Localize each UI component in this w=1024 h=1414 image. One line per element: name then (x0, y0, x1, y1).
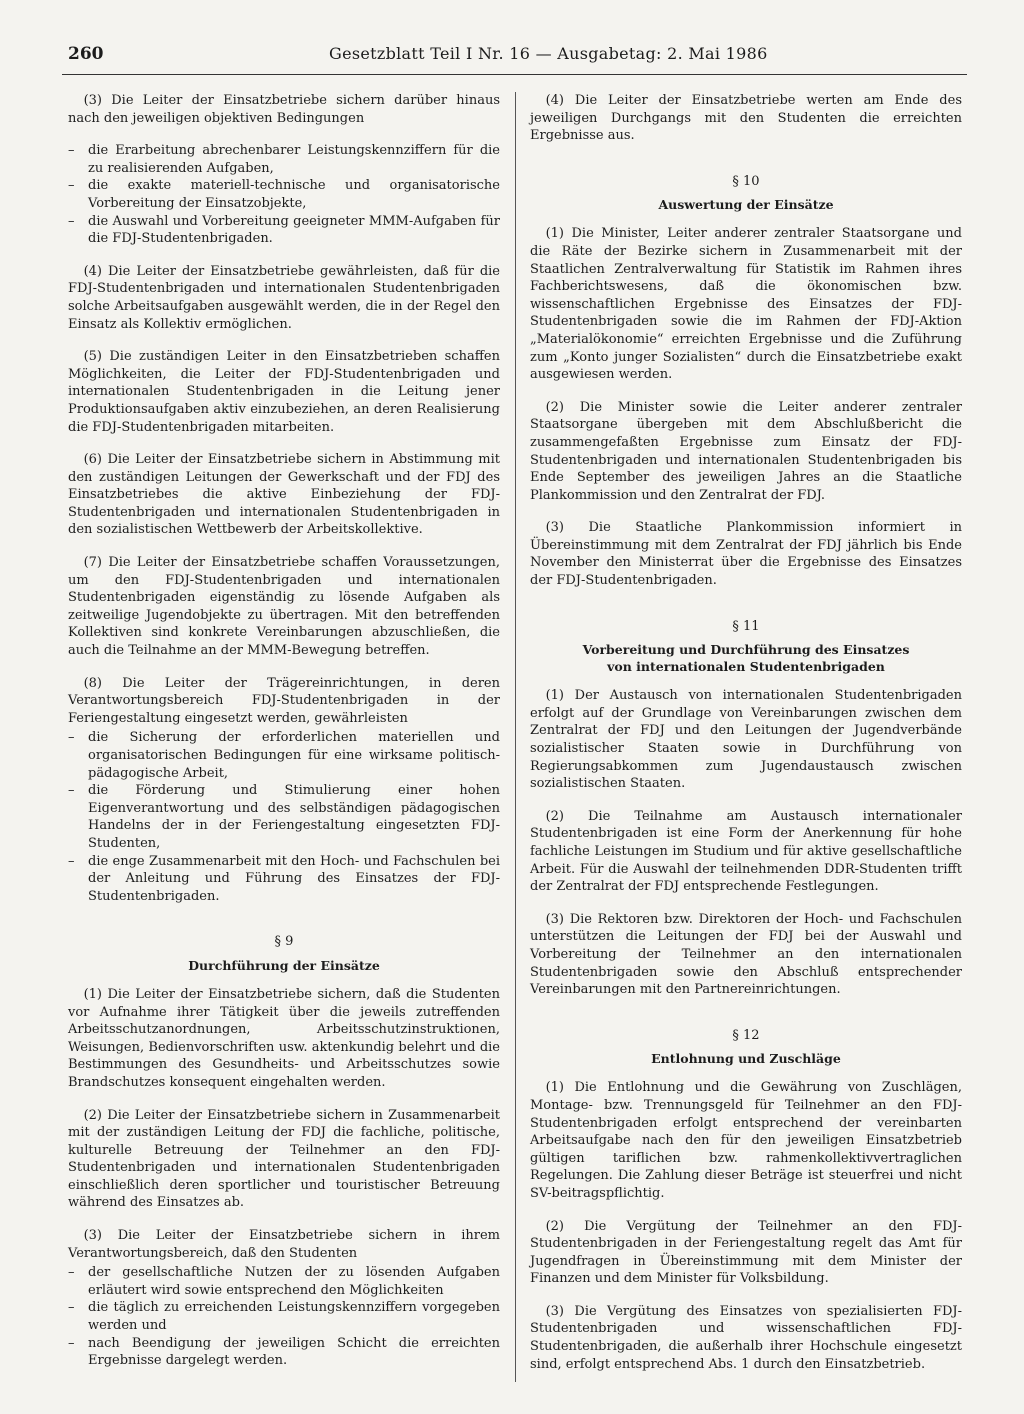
list-item: – die enge Zusammenarbeit mit den Hoch- und Fachschulen bei der Anleitung und Führung des Einsatzes der FDJ-Studentenbrigaden. (68, 853, 500, 906)
section-9-number: § 9 (274, 934, 294, 950)
paragraph-8-3-intro: (3) Die Leiter der Einsatzbetriebe sichern darüber hinaus nach den jeweiligen objektiven Bedingungen (68, 93, 500, 126)
section-11-title-line-2: von internationalen Studentenbrigaden (607, 659, 885, 675)
paragraph-11-1: (1) Der Austausch von internationalen Studentenbrigaden erfolgt auf der Grundlage von Vereinbarungen zwischen dem Zentralrat der FDJ und den Leitungen der Jugendverbände sozialistischer Staaten sowie in Durchführung von Regierungsabkommen zum Jugendaustausch zwischen sozialistischen Staaten. (530, 688, 962, 792)
page-number: 260 (68, 44, 104, 64)
section-12-title: Entlohnung und Zuschläge (651, 1051, 841, 1067)
paragraph-9-1: (1) Die Leiter der Einsatzbetriebe sichern, daß die Studenten vor Aufnahme ihrer Tätigkeit über die jeweils zutreffenden Arbeitsschutzanordnungen, Arbeitsschutzinstruktionen, Weisungen, Bedienvorschriften usw. aktenkundig belehrt und die Bestimmungen des Gesundheits- und Arbeitsschutzes sowie Brandschutzes konsequent eingehalten werden. (68, 986, 500, 1090)
paragraph-11-3: (3) Die Rektoren bzw. Direktoren der Hoch- und Fachschulen unterstützen die Leitungen der FDJ bei der Auswahl und Vorbereitung der Teilnehmer an den internationalen Studentenbrigaden sowie den Abschluß entsprechender Vereinbarungen mit den Partnereinrichtungen. (530, 911, 962, 998)
list-item: – die exakte materiell-technische und organisatorische Vorbereitung der Einsatzobjekte, (68, 177, 500, 212)
section-11-number: § 11 (732, 618, 760, 634)
running-head: Gesetzblatt Teil I Nr. 16 — Ausgabetag: 2. Mai 1986 (329, 44, 768, 63)
list-item: – die Förderung und Stimulierung einer hohen Eigenverantwortung und des selbständigen pädagogischen Handelns der in der Feriengestaltung eingesetzten FDJ-Studenten, (68, 782, 500, 852)
paragraph-8-6: (6) Die Leiter der Einsatzbetriebe sichern in Abstimmung mit den zuständigen Leitungen der Gewerkschaft und der FDJ des Einsatzbetriebes die aktive Einbeziehung der FDJ-Studentenbrigaden und internationalen Studentenbrigaden in den sozialistischen Wettbewerb der Arbeitskollektive. (68, 452, 500, 538)
paragraph-10-1: (1) Die Minister, Leiter anderer zentraler Staatsorgane und die Räte der Bezirke sichern in Zusammenarbeit mit der Staatlichen Zentralverwaltung für Statistik im Rahmen ihres Fachberichtswesens, daß die ökonomischen bzw. wissenschaftlichen Ergebnisse des Einsatzes der FDJ-Studentenbrigaden sowie die im Rahmen der FDJ-Aktion „Materialökonomie“ erreichten Ergebnisse und die Zuführung zum „Konto junger Sozialisten“ durch die Einsatzbetriebe exakt ausgewiesen werden. (530, 226, 962, 383)
list-item: – die Auswahl und Vorbereitung geeigneter MMM-Aufgaben für die FDJ-Studentenbrigaden. (68, 213, 500, 248)
section-9-title: Durchführung der Einsätze (188, 957, 380, 973)
paragraph-12-1: (1) Die Entlohnung und die Gewährung von Zuschlägen, Montage- bzw. Trennungsgeld für Teilnehmer an den FDJ-Studentenbrigaden erfolgt entsprechend der vereinbarten Arbeitsaufgabe nach den für den jeweiligen Einsatzbetrieb gültigen tariflichen bzw. rahmenkollektivvertraglichen Regelungen. Die Zahlung dieser Beträge ist steuerfrei und nicht SV-beitragspflichtig. (530, 1080, 962, 1201)
section-12-number: § 12 (732, 1027, 760, 1043)
column-divider (515, 92, 516, 1382)
paragraph-9-4: (4) Die Leiter der Einsatzbetriebe werten am Ende des jeweiligen Durchgangs mit den Studenten die erreichten Ergebnisse aus. (530, 93, 962, 144)
list-item: – nach Beendigung der jeweiligen Schicht die erreichten Ergebnisse dargelegt werden. (68, 1335, 500, 1370)
paragraph-8-8-intro: (8) Die Leiter der Trägereinrichtungen, in deren Verantwortungsbereich FDJ-Studentenbrigaden in der Feriengestaltung eingesetzt werden, gewährleisten (68, 675, 500, 726)
paragraph-10-2: (2) Die Minister sowie die Leiter anderer zentraler Staatsorgane übergeben mit dem Abschlußbericht die zusammengefaßten Ergebnisse zum Einsatz der FDJ-Studentenbrigaden und internationalen Studentenbrigaden bis Ende September des jeweiligen Jahres an die Staatliche Plankommission und den Zentralrat der FDJ. (530, 399, 962, 503)
paragraph-8-5: (5) Die zuständigen Leiter in den Einsatzbetrieben schaffen Möglichkeiten, die Leiter der FDJ-Studentenbrigaden und internationalen Studentenbrigaden in die Leitung jener Produktionsaufgaben aktiv einzubeziehen, an deren Realisierung die FDJ-Studentenbrigaden mitarbeiten. (68, 349, 500, 435)
paragraph-12-3: (3) Die Vergütung des Einsatzes von spezialisierten FDJ-Studentenbrigaden und wissenschaftlichen FDJ-Studentenbrigaden, die außerhalb ihrer Hochschule eingesetzt sind, erfolgt entsprechend Abs. 1 durch den Einsatzbetrieb. (530, 1303, 962, 1372)
paragraph-9-2: (2) Die Leiter der Einsatzbetriebe sichern in Zusammenarbeit mit der zuständigen Leitung der FDJ die fachliche, politische, kulturelle Betreuung der Teilnehmer an den FDJ-Studentenbrigaden und internationalen Studentenbrigaden einschließlich deren sportlicher und touristischer Betreuung während des Einsatzes ab. (68, 1107, 500, 1211)
paragraph-8-4: (4) Die Leiter der Einsatzbetriebe gewährleisten, daß für die FDJ-Studentenbrigaden und internationalen Studentenbrigaden solche Arbeitsaufgaben ausgewählt werden, die in der Regel den Einsatz als Kollektiv ermöglichen. (68, 263, 500, 332)
paragraph-12-2: (2) Die Vergütung der Teilnehmer an den FDJ-Studentenbrigaden in der Feriengestaltung regelt das Amt für Jugendfragen in Übereinstimmung mit dem Minister der Finanzen und dem Minister für Volksbildung. (530, 1218, 962, 1287)
document-page (62, 34, 972, 1394)
list-9-3 (68, 1264, 500, 1370)
list-item: – der gesellschaftliche Nutzen der zu lösenden Aufgaben erläutert wird sowie entsprechend den Möglichkeiten (68, 1264, 500, 1299)
page-header (62, 34, 972, 70)
list-item: – die täglich zu erreichenden Leistungskennziffern vorgegeben werden und (68, 1299, 500, 1334)
list-item: – die Erarbeitung abrechenbarer Leistungskennziffern für die zu realisierenden Aufgaben, (68, 142, 500, 177)
section-11-title (530, 641, 962, 675)
list-8-8 (68, 729, 500, 905)
section-10-title: Auswertung der Einsätze (658, 197, 834, 213)
section-10-number: § 10 (732, 173, 760, 189)
paragraph-11-2: (2) Die Teilnahme am Austausch internationaler Studentenbrigaden ist eine Form der Anerkennung für hohe fachliche Leistungen im Studium und für aktive gesellschaftliche Arbeit. Für die Auswahl der teilnehmenden DDR-Studenten trifft der Zentralrat der FDJ entsprechende Festlegungen. (530, 808, 962, 895)
left-column (68, 92, 500, 1385)
right-column (530, 92, 962, 1388)
list-item: – die Sicherung der erforderlichen materiellen und organisatorischen Bedingungen für eine wirksame politisch-pädagogische Arbeit, (68, 729, 500, 782)
list-8-3 (68, 142, 500, 248)
paragraph-8-7: (7) Die Leiter der Einsatzbetriebe schaffen Voraussetzungen, um den FDJ-Studentenbrigaden und internationalen Studentenbrigaden eigenständig zu lösende Aufgaben als zeitweilige Jugendobjekte zu übertragen. Mit den betreffenden Kollektiven sind konkrete Vereinbarungen abzuschließen, die auch die Teilnahme an der MMM-Bewegung betreffen. (68, 555, 500, 659)
section-11-title-line-1: Vorbereitung und Durchführung des Einsatzes (582, 642, 910, 658)
header-rule (62, 74, 967, 75)
paragraph-9-3-intro: (3) Die Leiter der Einsatzbetriebe sichern in ihrem Verantwortungsbereich, daß den Studenten (68, 1228, 500, 1261)
paragraph-10-3: (3) Die Staatliche Plankommission informiert in Übereinstimmung mit dem Zentralrat der FDJ jährlich bis Ende November den Ministerrat über die Ergebnisse des Einsatzes der FDJ-Studentenbrigaden. (530, 520, 962, 589)
